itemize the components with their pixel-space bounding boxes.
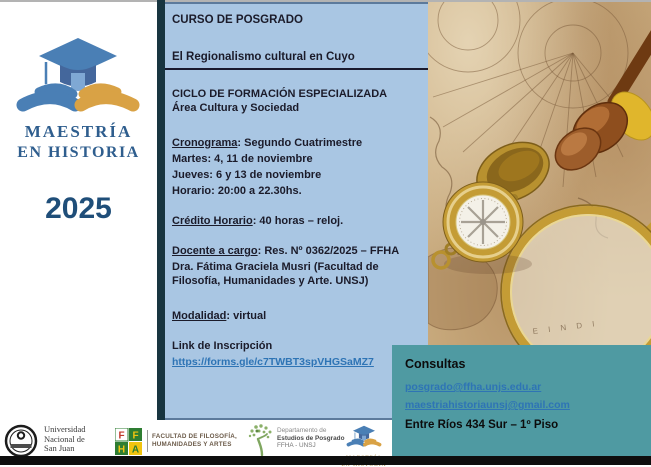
posgrado-dept-name — [277, 427, 344, 450]
consultas-email-maestria[interactable]: maestriahistoriaunsj@gmail.com — [405, 399, 570, 411]
docente-value: : Res. Nº 0362/2025 – FFHA — [257, 245, 400, 257]
schedule-day1: Martes: 4, 11 de noviembre — [172, 153, 313, 165]
schedule-value: : Segundo Cuatrimestre — [237, 137, 363, 149]
consultas-box — [392, 345, 651, 456]
posgrado-tree-icon — [248, 424, 274, 456]
unsj-name — [44, 425, 86, 454]
antique-map-photo — [428, 2, 651, 345]
course-title: El Regionalismo cultural en Cuyo — [172, 51, 355, 63]
svg-text:H: H — [117, 444, 126, 455]
schedule-label: Cronograma — [172, 137, 238, 149]
consultas-address: Entre Ríos 434 Sur – 1º Piso — [405, 419, 559, 431]
hourglass-icon — [547, 28, 651, 179]
footer-logo-strip — [0, 420, 392, 456]
schedule-hours: Horario: 20:00 a 22.30hs. — [172, 185, 302, 197]
consultas-email-posgrado[interactable]: posgrado@ffha.unjs.edu.ar — [405, 381, 542, 393]
bottom-black-bar — [0, 456, 651, 465]
cycle-line1: CICLO DE FORMACIÓN ESPECIALIZADA — [172, 88, 388, 100]
inscription-link[interactable]: https://forms.gle/c7TWBT3spVHGSaMZ7 — [172, 356, 374, 368]
svg-text:E I N D I: E I N D I — [532, 318, 599, 336]
ffha-name-line1: FACULTAD DE FILOSOFÍA, — [152, 433, 237, 440]
posgrado-dept-line2: Estudios de Posgrado — [277, 434, 345, 442]
docente-name-line: Dra. Fátima Graciela Musri (Facultad de — [172, 261, 379, 273]
ffha-logo-icon — [115, 428, 142, 455]
course-info-panel — [165, 2, 428, 420]
modalidad-label: Modalidad — [172, 310, 227, 322]
svg-text:F: F — [132, 430, 139, 442]
inscription-link-label: Link de Inscripción — [172, 340, 273, 352]
posgrado-dept-line3: FFHA - UNSJ — [277, 442, 316, 450]
consultas-title: Consultas — [405, 357, 466, 371]
svg-text:A: A — [131, 444, 140, 455]
schedule-line — [172, 137, 426, 149]
brand-title-line2: EN HISTORIA — [17, 144, 140, 161]
cycle-line2: Área Cultura y Sociedad — [172, 102, 300, 114]
map-illustration — [428, 2, 651, 345]
modalidad-value: : virtual — [226, 310, 267, 322]
magnifying-glass-icon — [501, 205, 651, 345]
ffha-name — [152, 433, 237, 448]
modalidad-line — [172, 310, 426, 322]
vertical-separator — [157, 0, 165, 420]
brand-title-line1: MAESTRÍA — [24, 122, 133, 141]
title-underline — [165, 68, 428, 70]
docente-line — [172, 245, 426, 257]
maestria-mini-logo-icon — [342, 424, 386, 450]
credit-label: Crédito Horario — [172, 215, 253, 227]
docente-faculty-line: Filosofía, Humanidades y Arte. UNSJ) — [172, 275, 369, 287]
graduation-cap-book-icon — [13, 32, 143, 124]
credit-line — [172, 215, 426, 227]
unsj-name-line1: Universidad — [44, 424, 86, 434]
ffha-name-line2: HUMANIDADES Y ARTES — [152, 440, 232, 448]
ffha-divider-line — [147, 430, 148, 452]
svg-text:F: F — [118, 430, 125, 442]
schedule-day2: Jueves: 6 y 13 de noviembre — [172, 169, 322, 181]
credit-value: : 40 horas – reloj. — [252, 215, 344, 227]
unsj-emblem-icon — [3, 422, 39, 460]
docente-label: Docente a cargo — [172, 245, 258, 257]
brand-panel — [0, 2, 157, 420]
unsj-name-line2: Nacional de — [44, 433, 85, 444]
posgrado-dept-line1: Departamento de — [277, 427, 327, 434]
unsj-name-line3: San Juan — [44, 443, 75, 453]
course-header: CURSO DE POSGRADO — [172, 14, 303, 26]
year-label: 2025 — [45, 192, 112, 225]
